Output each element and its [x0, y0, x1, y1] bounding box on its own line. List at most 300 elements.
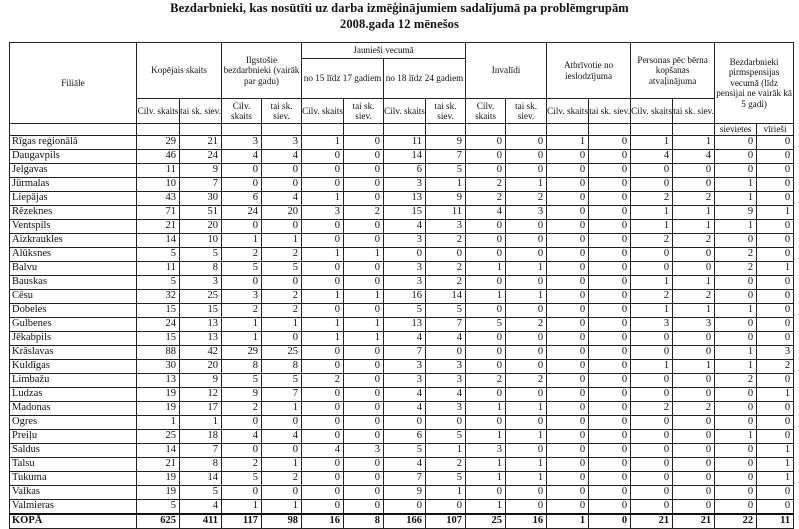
value-cell: 0 — [466, 247, 506, 261]
value-cell: 1 — [631, 135, 673, 149]
header-empty — [466, 124, 506, 136]
value-cell: 0 — [715, 387, 757, 401]
value-cell: 0 — [589, 471, 631, 485]
table-row — [10, 471, 794, 485]
value-cell: 2 — [262, 247, 302, 261]
value-cell: 2 — [757, 359, 794, 373]
value-cell: 9 — [715, 205, 757, 219]
value-cell: 0 — [757, 331, 794, 345]
value-cell: 1 — [426, 443, 466, 457]
branch-name: Ludzas — [10, 387, 137, 401]
value-cell: 0 — [547, 359, 589, 373]
value-cell: 2 — [302, 373, 344, 387]
value-cell: 2 — [673, 233, 715, 247]
value-cell: 1 — [262, 499, 302, 514]
value-cell: 0 — [631, 471, 673, 485]
value-cell: 7 — [384, 345, 426, 359]
value-cell: 0 — [506, 149, 547, 163]
value-cell: 0 — [631, 415, 673, 429]
value-cell: 0 — [715, 275, 757, 289]
value-cell: 0 — [757, 401, 794, 415]
table-row — [10, 373, 794, 387]
value-cell: 6 — [384, 429, 426, 443]
value-cell: 1 — [506, 401, 547, 415]
value-cell: 0 — [222, 163, 262, 177]
value-cell: 1 — [466, 471, 506, 485]
value-cell: 0 — [589, 163, 631, 177]
value-cell: 0 — [715, 317, 757, 331]
value-cell: 2 — [631, 191, 673, 205]
value-cell: 2 — [426, 457, 466, 471]
header-tai-sk: tai sk. siev. — [673, 99, 715, 124]
value-cell: 3 — [384, 275, 426, 289]
table-row — [10, 177, 794, 191]
value-cell: 0 — [589, 373, 631, 387]
value-cell: 3 — [673, 317, 715, 331]
value-cell: 42 — [180, 345, 222, 359]
value-cell: 0 — [344, 345, 384, 359]
value-cell: 4 — [466, 205, 506, 219]
value-cell: 0 — [547, 275, 589, 289]
value-cell: 0 — [426, 499, 466, 514]
value-cell: 4 — [384, 457, 426, 471]
table-row — [10, 401, 794, 415]
value-cell: 14 — [137, 443, 180, 457]
value-cell: 0 — [547, 499, 589, 514]
value-cell: 3 — [222, 289, 262, 303]
value-cell: 3 — [426, 373, 466, 387]
value-cell: 0 — [466, 303, 506, 317]
value-cell: 0 — [589, 443, 631, 457]
value-cell: 10 — [137, 177, 180, 191]
value-cell: 2 — [222, 457, 262, 471]
value-cell: 0 — [384, 415, 426, 429]
value-cell: 0 — [466, 163, 506, 177]
value-cell: 5 — [222, 471, 262, 485]
value-cell: 5 — [426, 471, 466, 485]
value-cell: 0 — [466, 149, 506, 163]
value-cell: 1 — [302, 289, 344, 303]
value-cell: 3 — [262, 135, 302, 149]
value-cell: 29 — [222, 345, 262, 359]
value-cell: 5 — [137, 275, 180, 289]
value-cell: 1 — [715, 219, 757, 233]
value-cell: 0 — [673, 373, 715, 387]
value-cell: 2 — [715, 247, 757, 261]
value-cell: 1 — [466, 429, 506, 443]
value-cell: 6 — [222, 191, 262, 205]
value-cell: 0 — [302, 457, 344, 471]
value-cell: 0 — [673, 387, 715, 401]
value-cell: 2 — [426, 275, 466, 289]
value-cell: 1 — [757, 387, 794, 401]
value-cell: 0 — [302, 359, 344, 373]
value-cell: 1 — [262, 401, 302, 415]
value-cell: 0 — [384, 247, 426, 261]
value-cell: 7 — [426, 317, 466, 331]
value-cell: 0 — [715, 499, 757, 514]
value-cell: 0 — [715, 471, 757, 485]
header-jaun-15-17: no 15 līdz 17 gadiem — [302, 59, 384, 99]
value-cell: 0 — [506, 331, 547, 345]
value-cell: 21 — [137, 457, 180, 471]
value-cell: 0 — [344, 149, 384, 163]
value-cell: 0 — [589, 289, 631, 303]
value-cell: 0 — [262, 177, 302, 191]
value-cell: 2 — [673, 191, 715, 205]
value-cell: 1 — [673, 135, 715, 149]
value-cell: 5 — [222, 261, 262, 275]
value-cell: 3 — [222, 135, 262, 149]
value-cell: 2 — [506, 191, 547, 205]
value-cell: 14 — [426, 289, 466, 303]
branch-name: Balvu — [10, 261, 137, 275]
value-cell: 1 — [466, 499, 506, 514]
value-cell: 0 — [631, 499, 673, 514]
value-cell: 0 — [547, 289, 589, 303]
value-cell: 14 — [180, 471, 222, 485]
value-cell: 0 — [589, 177, 631, 191]
branch-name: Dobeles — [10, 303, 137, 317]
header-filiale: Filiāle — [10, 43, 137, 124]
value-cell: 0 — [631, 345, 673, 359]
value-cell: 0 — [506, 233, 547, 247]
value-cell: 2 — [426, 261, 466, 275]
value-cell: 0 — [344, 485, 384, 499]
header-pirmspensijas: Bezdarbnieki pirmspensijas vecumā (līdz pensijai ne vairāk kā 5 gadi) — [715, 43, 794, 124]
header-empty — [673, 124, 715, 136]
header-tai-sk: tai sk. siev. — [426, 99, 466, 124]
value-cell: 1 — [302, 135, 344, 149]
table-row — [10, 219, 794, 233]
value-cell: 0 — [589, 247, 631, 261]
value-cell: 0 — [631, 387, 673, 401]
value-cell: 0 — [631, 177, 673, 191]
value-cell: 0 — [589, 317, 631, 331]
value-cell: 1 — [344, 289, 384, 303]
value-cell: 0 — [466, 415, 506, 429]
value-cell: 0 — [302, 499, 344, 514]
branch-name: Valkas — [10, 485, 137, 499]
value-cell: 0 — [466, 233, 506, 247]
value-cell: 0 — [715, 457, 757, 471]
value-cell: 2 — [506, 373, 547, 387]
value-cell: 0 — [344, 415, 384, 429]
value-cell: 0 — [589, 387, 631, 401]
table-row — [10, 331, 794, 345]
value-cell: 1 — [466, 289, 506, 303]
header-atbrivotie: Atbrīvotie no ieslodzījuma — [547, 43, 631, 99]
value-cell: 98 — [262, 514, 302, 529]
table-row — [10, 429, 794, 443]
value-cell: 0 — [547, 345, 589, 359]
value-cell: 3 — [631, 317, 673, 331]
table-row — [10, 205, 794, 219]
value-cell: 8 — [180, 457, 222, 471]
value-cell: 3 — [384, 177, 426, 191]
value-cell: 0 — [302, 429, 344, 443]
branch-name: Preiļu — [10, 429, 137, 443]
value-cell: 1 — [262, 233, 302, 247]
value-cell: 21 — [137, 219, 180, 233]
value-cell: 0 — [589, 149, 631, 163]
header-cilv: Cilv. skaits — [302, 99, 344, 124]
value-cell: 0 — [302, 275, 344, 289]
value-cell: 5 — [384, 303, 426, 317]
header-empty — [10, 124, 137, 136]
table-row — [10, 359, 794, 373]
value-cell: 2 — [466, 177, 506, 191]
value-cell: 0 — [547, 415, 589, 429]
value-cell: 0 — [344, 429, 384, 443]
value-cell: 30 — [137, 359, 180, 373]
header-empty — [506, 124, 547, 136]
value-cell: 0 — [547, 387, 589, 401]
branch-name: Kuldīgas — [10, 359, 137, 373]
value-cell: 0 — [715, 149, 757, 163]
value-cell: 17 — [180, 401, 222, 415]
table-row — [10, 457, 794, 471]
header-tai-sk: tai sk. siev. — [506, 99, 547, 124]
value-cell: 7 — [384, 471, 426, 485]
value-cell: 9 — [384, 485, 426, 499]
header-cilv: Cilv. skaits — [631, 99, 673, 124]
value-cell: 1 — [715, 429, 757, 443]
value-cell: 0 — [589, 331, 631, 345]
value-cell: 9 — [426, 191, 466, 205]
value-cell: 21 — [631, 514, 673, 529]
value-cell: 5 — [426, 429, 466, 443]
value-cell: 1 — [506, 261, 547, 275]
value-cell: 2 — [262, 471, 302, 485]
value-cell: 0 — [506, 499, 547, 514]
value-cell: 1 — [262, 317, 302, 331]
value-cell: 0 — [506, 345, 547, 359]
value-cell: 5 — [180, 485, 222, 499]
value-cell: 0 — [466, 275, 506, 289]
value-cell: 0 — [222, 177, 262, 191]
header-tai-sk: tai sk. siev. — [344, 99, 384, 124]
table-row — [10, 275, 794, 289]
value-cell: 0 — [715, 415, 757, 429]
value-cell: 5 — [222, 373, 262, 387]
value-cell: 0 — [673, 163, 715, 177]
value-cell: 0 — [757, 177, 794, 191]
value-cell: 1 — [547, 135, 589, 149]
header-empty — [222, 124, 262, 136]
value-cell: 5 — [426, 303, 466, 317]
value-cell: 0 — [506, 163, 547, 177]
value-cell: 30 — [180, 191, 222, 205]
value-cell: 0 — [673, 415, 715, 429]
value-cell: 4 — [384, 331, 426, 345]
value-cell: 1 — [506, 457, 547, 471]
value-cell: 0 — [262, 443, 302, 457]
value-cell: 2 — [466, 191, 506, 205]
value-cell: 24 — [137, 317, 180, 331]
value-cell: 1 — [673, 275, 715, 289]
value-cell: 20 — [262, 205, 302, 219]
table-row — [10, 317, 794, 331]
value-cell: 13 — [137, 373, 180, 387]
value-cell: 0 — [757, 275, 794, 289]
value-cell: 1 — [506, 177, 547, 191]
value-cell: 2 — [466, 373, 506, 387]
value-cell: 0 — [262, 219, 302, 233]
value-cell: 15 — [180, 303, 222, 317]
table-row — [10, 233, 794, 247]
value-cell: 0 — [715, 331, 757, 345]
value-cell: 3 — [384, 233, 426, 247]
value-cell: 0 — [757, 499, 794, 514]
branch-name: Ogres — [10, 415, 137, 429]
value-cell: 0 — [506, 359, 547, 373]
value-cell: 3 — [506, 205, 547, 219]
branch-name: Gulbenes — [10, 317, 137, 331]
value-cell: 1 — [222, 331, 262, 345]
branch-name: Jēkabpils — [10, 331, 137, 345]
header-jaunieshi: Jaunieši vecumā — [302, 43, 466, 59]
value-cell: 13 — [384, 191, 426, 205]
value-cell: 9 — [180, 373, 222, 387]
value-cell: 0 — [222, 443, 262, 457]
value-cell: 0 — [302, 471, 344, 485]
value-cell: 4 — [262, 191, 302, 205]
table-row — [10, 135, 794, 149]
branch-name: Liepājas — [10, 191, 137, 205]
branch-name: Jelgavas — [10, 163, 137, 177]
value-cell: 0 — [302, 401, 344, 415]
value-cell: 0 — [589, 191, 631, 205]
value-cell: 7 — [262, 387, 302, 401]
value-cell: 5 — [426, 163, 466, 177]
value-cell: 0 — [631, 457, 673, 471]
value-cell: 0 — [426, 247, 466, 261]
value-cell: 0 — [547, 205, 589, 219]
value-cell: 0 — [547, 429, 589, 443]
value-cell: 11 — [426, 205, 466, 219]
value-cell: 4 — [262, 149, 302, 163]
header-cilv: Cilv. skaits — [222, 99, 262, 124]
value-cell: 13 — [384, 317, 426, 331]
value-cell: 0 — [344, 163, 384, 177]
value-cell: 0 — [547, 247, 589, 261]
value-cell: 3 — [426, 359, 466, 373]
value-cell: 0 — [506, 219, 547, 233]
value-cell: 2 — [631, 289, 673, 303]
table-row — [10, 247, 794, 261]
value-cell: 0 — [506, 247, 547, 261]
value-cell: 166 — [384, 514, 426, 529]
value-cell: 0 — [506, 135, 547, 149]
value-cell: 24 — [222, 205, 262, 219]
value-cell: 0 — [547, 373, 589, 387]
value-cell: 3 — [384, 359, 426, 373]
value-cell: 1 — [757, 261, 794, 275]
value-cell: 0 — [631, 373, 673, 387]
value-cell: 10 — [180, 233, 222, 247]
branch-name: Rīgas reģionālā — [10, 135, 137, 149]
branch-name: Tukuma — [10, 471, 137, 485]
header-empty — [344, 124, 384, 136]
value-cell: 1 — [344, 247, 384, 261]
value-cell: 0 — [426, 345, 466, 359]
value-cell: 8 — [222, 359, 262, 373]
value-cell: 7 — [426, 149, 466, 163]
table-row — [10, 303, 794, 317]
value-cell: 1 — [426, 177, 466, 191]
branch-name: Saldus — [10, 443, 137, 457]
value-cell: 1 — [715, 303, 757, 317]
value-cell: 3 — [302, 205, 344, 219]
value-cell: 5 — [262, 373, 302, 387]
branch-name: Jūrmalas — [10, 177, 137, 191]
value-cell: 2 — [631, 233, 673, 247]
value-cell: 0 — [715, 485, 757, 499]
value-cell: 1 — [466, 457, 506, 471]
value-cell: 0 — [506, 303, 547, 317]
value-cell: 0 — [757, 135, 794, 149]
header-empty — [262, 124, 302, 136]
value-cell: 0 — [466, 359, 506, 373]
value-cell: 0 — [715, 289, 757, 303]
value-cell: 117 — [222, 514, 262, 529]
value-cell: 0 — [547, 149, 589, 163]
value-cell: 0 — [466, 387, 506, 401]
value-cell: 0 — [466, 331, 506, 345]
value-cell: 15 — [137, 331, 180, 345]
value-cell: 20 — [180, 359, 222, 373]
value-cell: 0 — [344, 191, 384, 205]
value-cell: 22 — [715, 514, 757, 529]
value-cell: 25 — [137, 429, 180, 443]
value-cell: 0 — [506, 415, 547, 429]
value-cell: 0 — [715, 233, 757, 247]
value-cell: 0 — [547, 331, 589, 345]
value-cell: 1 — [631, 219, 673, 233]
value-cell: 0 — [631, 261, 673, 275]
value-cell: 3 — [384, 261, 426, 275]
value-cell: 24 — [180, 149, 222, 163]
value-cell: 1 — [302, 191, 344, 205]
value-cell: 0 — [757, 485, 794, 499]
header-invalidi: Invalīdi — [466, 43, 547, 99]
header-cilv: Cilv. skaits — [466, 99, 506, 124]
value-cell: 0 — [631, 443, 673, 457]
value-cell: 0 — [715, 163, 757, 177]
value-cell: 0 — [344, 471, 384, 485]
value-cell: 3 — [466, 443, 506, 457]
value-cell: 0 — [302, 233, 344, 247]
value-cell: 0 — [589, 275, 631, 289]
value-cell: 2 — [506, 317, 547, 331]
value-cell: 0 — [589, 359, 631, 373]
value-cell: 0 — [302, 177, 344, 191]
value-cell: 0 — [757, 317, 794, 331]
value-cell: 1 — [757, 205, 794, 219]
value-cell: 107 — [426, 514, 466, 529]
value-cell: 0 — [344, 275, 384, 289]
value-cell: 0 — [344, 401, 384, 415]
value-cell: 1 — [506, 429, 547, 443]
value-cell: 0 — [673, 429, 715, 443]
value-cell: 0 — [302, 219, 344, 233]
value-cell: 0 — [589, 303, 631, 317]
value-cell: 0 — [506, 275, 547, 289]
header-tai-sk: tai sk. siev. — [589, 99, 631, 124]
value-cell: 1 — [302, 331, 344, 345]
value-cell: 0 — [262, 415, 302, 429]
